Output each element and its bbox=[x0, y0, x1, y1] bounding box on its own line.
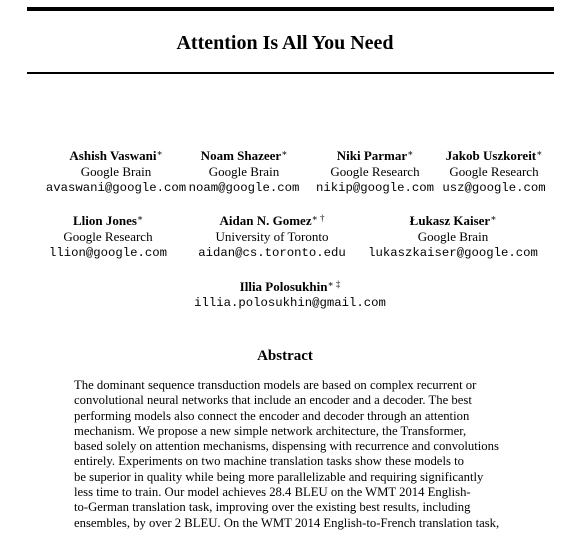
abstract-heading: Abstract bbox=[257, 348, 313, 364]
author-block bbox=[198, 213, 346, 261]
author-email[interactable]: illia.polosukhin@gmail.com bbox=[194, 296, 386, 310]
abstract-line: ensembles, by over 2 BLEU. On the WMT 2014 English-to-French translation task, bbox=[74, 515, 500, 530]
author-name: Łukasz Kaiser bbox=[409, 213, 491, 228]
author-email[interactable]: llion@google.com bbox=[48, 246, 168, 260]
author-block bbox=[368, 213, 538, 261]
author-affiliation: Google Research bbox=[63, 229, 153, 244]
author-block bbox=[49, 213, 167, 261]
abstract-line: performing models also connect the encoder and decoder through an attention bbox=[74, 408, 470, 423]
author-mark: ∗ † bbox=[311, 213, 325, 223]
author-mark: ∗ bbox=[136, 213, 144, 223]
author-mark: ∗ bbox=[281, 148, 288, 158]
author-name: Aidan N. Gomez bbox=[219, 213, 312, 228]
author-affiliation: Google Research bbox=[330, 164, 420, 179]
author-mark: ∗ bbox=[156, 148, 163, 158]
abstract-line: The dominant sequence transduction models are based on complex recurrent or bbox=[74, 378, 477, 392]
author-name: Llion Jones bbox=[72, 213, 137, 228]
author-affiliation: Google Brain bbox=[417, 229, 489, 244]
abstract-line: less time to train. Our model achieves 28.4 BLEU on the WMT 2014 English- bbox=[74, 485, 471, 500]
author-block bbox=[194, 279, 386, 311]
author-mark: ∗ bbox=[536, 148, 543, 158]
author-email[interactable]: lukaszkaiser@google.com bbox=[368, 246, 538, 260]
author-affiliation: University of Toronto bbox=[215, 229, 329, 244]
abstract-line: to-German translation task, improving over the existing best results, including bbox=[74, 500, 471, 515]
author-mark: ∗ bbox=[407, 148, 414, 158]
author-mark: ∗ bbox=[490, 213, 497, 223]
author-name: Jakob Uszkoreit bbox=[445, 148, 537, 163]
author-email[interactable]: usz@google.com bbox=[442, 181, 546, 195]
paper-title: Attention Is All You Need bbox=[176, 32, 394, 54]
author-block bbox=[189, 148, 300, 196]
author-affiliation: Google Brain bbox=[208, 164, 280, 179]
title-bottom-rule bbox=[27, 72, 554, 74]
abstract-line: mechanism. We propose a new simple network architecture, the Transformer, bbox=[74, 423, 467, 438]
author-name: Noam Shazeer bbox=[200, 148, 282, 163]
author-email[interactable]: avaswani@google.com bbox=[45, 181, 187, 195]
abstract-line: based solely on attention mechanisms, dispensing with recurrence and convolutions bbox=[74, 439, 499, 454]
top-rule bbox=[27, 7, 554, 11]
abstract-line: convolutional neural networks that include an encoder and a decoder. The best bbox=[74, 393, 472, 408]
abstract-line: entirely. Experiments on two machine translation tasks show these models to bbox=[74, 454, 464, 469]
abstract-line: be superior in quality while being more parallelizable and requiring significantly bbox=[74, 469, 484, 484]
author-email[interactable]: noam@google.com bbox=[188, 181, 300, 195]
author-name: Niki Parmar bbox=[336, 148, 408, 163]
author-block bbox=[442, 148, 545, 196]
author-name: Illia Polosukhin bbox=[239, 279, 328, 294]
author-name: Ashish Vaswani bbox=[69, 148, 157, 163]
author-affiliation: Google Research bbox=[449, 164, 539, 179]
author-mark: ∗ ‡ bbox=[327, 279, 341, 289]
abstract-body bbox=[74, 378, 514, 530]
author-block bbox=[46, 148, 186, 196]
author-affiliation: Google Brain bbox=[80, 164, 152, 179]
author-block bbox=[316, 148, 434, 196]
author-email[interactable]: nikip@google.com bbox=[315, 181, 435, 195]
author-email[interactable]: aidan@cs.toronto.edu bbox=[198, 246, 346, 260]
